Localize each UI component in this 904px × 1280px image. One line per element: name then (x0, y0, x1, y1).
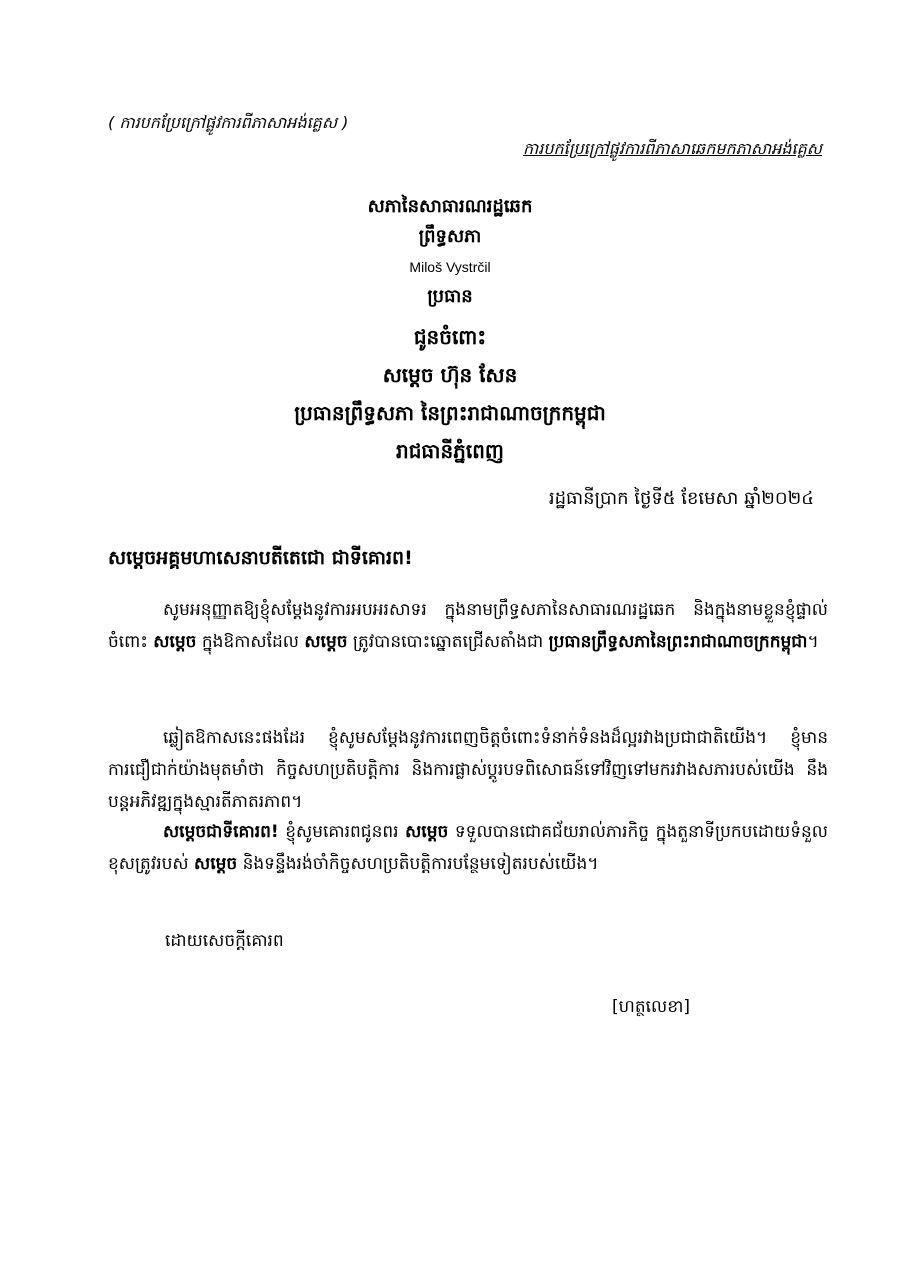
recipient-position: ប្រធានព្រឹទ្ធសភា នៃព្រះរាជាណាចក្រកម្ពុជា (294, 401, 606, 425)
sender-organization: សភានៃសាធារណរដ្ឋឆេក (367, 196, 533, 217)
recipient-block (250, 318, 650, 470)
paragraph-text: ទទួលបានជោគជ័យរាល់ភារកិច្ច ក្នុងតួនាទីប្រកបដោយទំនួលខុសត្រូវរបស់ (108, 822, 828, 874)
sender-block (300, 192, 600, 312)
body-paragraph-1 (108, 594, 828, 658)
paragraph-emphasis: សម្តេច (194, 854, 238, 874)
paragraph-text: ក្នុងឱកាសដែល (196, 632, 305, 652)
paragraph-emphasis: សម្តេច (405, 822, 449, 842)
paragraph-text: ។ (807, 632, 819, 652)
body-paragraph-2: ឆ្លៀតឱកាសនេះផងដែរ ខ្ញុំសូមសម្តែងនូវការពេញចិត្តចំពោះទំនាក់ទំនងដ៏ល្អរវាងប្រជាជាតិយើង។ ខ្ញុំមានការជឿជាក់យ៉ាងមុតមាំថា កិច្ចសហប្រតិបត្តិការ និងការផ្លាស់ប្តូរបទពិសោធន៍ទៅវិញទៅមករវាងសភារបស់យើង នឹងបន្តអភិវឌ្ឍក្នុងស្មារតីភាតរភាព។ (108, 728, 828, 812)
recipient-location: រាជធានីភ្នំពេញ (396, 439, 504, 463)
sender-name: Miloš Vystrčil (409, 259, 491, 275)
recipient-name: សម្តេច ហ៊ុន សែន (382, 363, 518, 387)
paragraph-emphasis: សម្តេចជាទីគោរព! (163, 822, 279, 842)
paragraph-text: សូមអនុញ្ញាតឱ្យខ្ញុំសម្តែងនូវការអបអរសាទរ ក្នុងនាមព្រឹទ្ធសភានៃសាធារណរដ្ឋឆេក និងក្នុងនាមខ្លួនខ្ញុំផ្ទាល់ ចំពោះ (108, 600, 828, 652)
sender-title: ប្រធាន (427, 286, 473, 307)
header-caption: ការបកប្រែក្រៅផ្លូវការពីភាសាឆេកមកភាសាអង់គ្លេស (523, 139, 822, 158)
paragraph-text: ត្រូវបានបោះឆ្នោតជ្រើសតាំងជា (347, 632, 549, 652)
paragraph-emphasis: ប្រធានព្រឹទ្ធសភានៃព្រះរាជាណាចក្រកម្ពុជា (548, 632, 808, 652)
sender-chamber: ព្រឹទ្ធសភា (418, 226, 482, 247)
closing: ដោយសេចក្តីគោរព (165, 931, 284, 951)
salutation: សម្តេចអគ្គមហាសេនាបតីតេជោ ជាទីគោរព! (108, 547, 413, 569)
signature-placeholder: [ហត្ថលេខា] (612, 997, 691, 1017)
paragraph-text: និងទន្ទឹងរង់ចាំកិច្ចសហប្រតិបត្តិការបន្ថែមទៀតរបស់យើង។ (237, 854, 599, 874)
paragraph-emphasis: សម្តេច (304, 632, 348, 652)
date-line: រដ្ឋធានីប្រាក ថ្ងៃទី៥ ខែមេសា ឆ្នាំ២០២៤ (548, 488, 814, 509)
translation-note: ( ការបកប្រែក្រៅផ្លូវការពីភាសាអង់គ្លេស ) (108, 113, 349, 132)
body-paragraph-3 (108, 816, 828, 880)
paragraph-text: ខ្ញុំសូមគោរពជូនពរ (278, 822, 406, 842)
paragraph-emphasis: សម្តេច (153, 632, 197, 652)
recipient-to-label: ជូនចំពោះ (413, 325, 487, 349)
